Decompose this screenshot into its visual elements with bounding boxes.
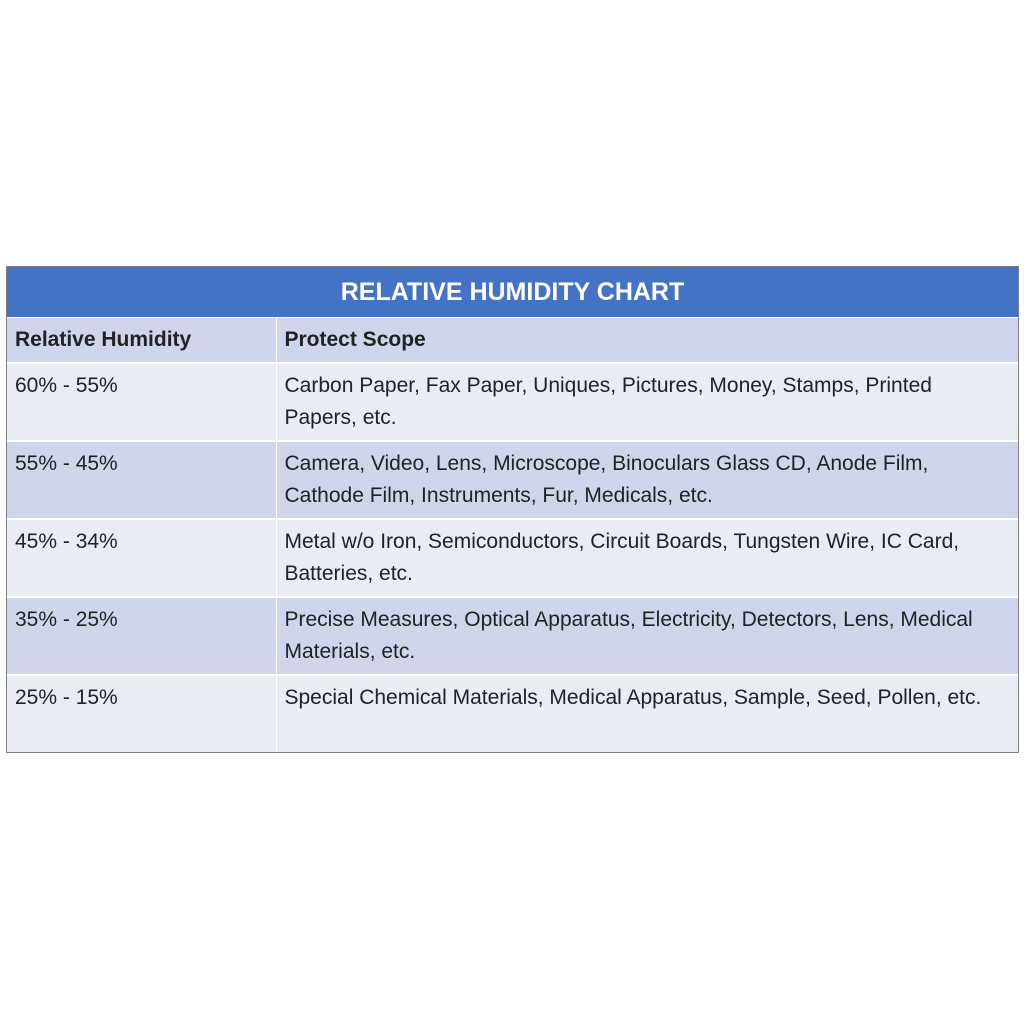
- table-row: [7, 597, 1018, 675]
- scope-cell: Precise Measures, Optical Apparatus, Electricity, Detectors, Lens, Medical Materials, etc.: [276, 597, 1018, 675]
- header-row: [7, 318, 1018, 363]
- humidity-table: [6, 266, 1019, 753]
- scope-cell: Camera, Video, Lens, Microscope, Binoculars Glass CD, Anode Film, Cathode Film, Instruments, Fur, Medicals, etc.: [276, 441, 1018, 519]
- header-protect-scope: Protect Scope: [276, 318, 1018, 363]
- humidity-cell: 55% - 45%: [7, 441, 276, 519]
- table-row: [7, 441, 1018, 519]
- table-row: [7, 363, 1018, 441]
- humidity-cell: 35% - 25%: [7, 597, 276, 675]
- humidity-cell: 45% - 34%: [7, 519, 276, 597]
- table-row: [7, 519, 1018, 597]
- header-relative-humidity: Relative Humidity: [7, 318, 276, 363]
- humidity-grid: [7, 318, 1018, 752]
- scope-cell: Metal w/o Iron, Semiconductors, Circuit Boards, Tungsten Wire, IC Card, Batteries, etc.: [276, 519, 1018, 597]
- table-row: [7, 675, 1018, 752]
- humidity-cell: 60% - 55%: [7, 363, 276, 441]
- scope-cell: Special Chemical Materials, Medical Apparatus, Sample, Seed, Pollen, etc.: [276, 675, 1018, 752]
- scope-cell: Carbon Paper, Fax Paper, Uniques, Pictures, Money, Stamps, Printed Papers, etc.: [276, 363, 1018, 441]
- table-title: RELATIVE HUMIDITY CHART: [7, 267, 1018, 318]
- humidity-cell: 25% - 15%: [7, 675, 276, 752]
